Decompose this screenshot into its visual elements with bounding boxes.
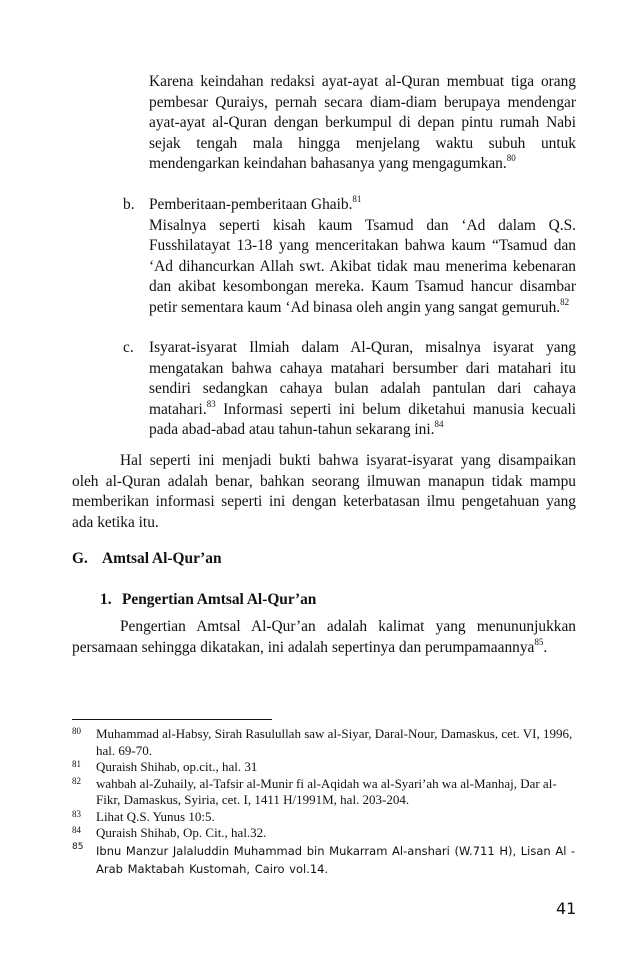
- list-item-c-text: Isyarat-isyarat Ilmiah dalam Al-Quran, misalnya isyarat yang mengatakan bahwa cahaya matahari bersumber dari matahari itu sendiri sedangkan cahaya bulan adalah pantulan dari cahaya matahari.$^{83}$ Informasi seperti ini belum diketahui manusia kecuali pada abad-abad atau tahun-tahun sekarang ini.$^{84}$: [149, 339, 576, 438]
- definition-paragraph: Pengertian Amtsal Al-Qur’an adalah kalimat yang menununjukkan persamaan sehingga dikatakan, ini adalah sepertinya dan perumpamaannya$^{85}$.: [72, 618, 576, 656]
- list-marker-b: b.: [123, 196, 135, 213]
- page-number: 41: [556, 899, 577, 918]
- list-item-c: [123, 338, 576, 441]
- footnote-text: Ibnu Manzur Jalaluddin Muhammad bin Mukarram Al-anshari (W.711 H), Lisan Al - Arab Maktabah Kustomah, Cairo vol.14.: [96, 843, 576, 876]
- section-letter: G.: [72, 550, 88, 567]
- footnote-text: Lihat Q.S. Yunus 10:5.: [96, 808, 215, 824]
- conclusion-paragraph: Hal seperti ini menjadi bukti bahwa isyarat-isyarat yang disampaikan oleh al-Quran adalah benar, bahkan seorang ilmuwan manapun tidak mampu memberikan informasi seperti ini dengan keterbatasan ilmu pengetahuan yang ada ketika itu.: [72, 452, 576, 531]
- list-marker-c: c.: [123, 339, 134, 356]
- list-item-b-text: Misalnya seperti kisah kaum Tsamud dan ‘Ad dalam Q.S. Fusshilatayat 13-18 yang menceritakan bahwa kaum “Tsamud dan ‘Ad dihancurkan Allah swt. Akibat tidak mau menerima kebenaran dan akibat kesombongan mereka. Kaum Tsamud hancur disambar petir sementara kaum ‘Ad binasa oleh angin yang sangat gemuruh.$^{82}$: [149, 216, 576, 316]
- footnote-82: [72, 776, 576, 809]
- footnote-divider: [72, 719, 272, 720]
- footnote-number: 84: [72, 825, 81, 835]
- footnote-ref-83[interactable]: 83: [206, 398, 216, 409]
- footnote-83: [72, 809, 576, 826]
- footnote-ref-80[interactable]: 80: [506, 153, 516, 163]
- footnote-text: Quraish Shihab, op.cit., hal. 31: [96, 759, 258, 774]
- subsection-heading: [100, 590, 576, 611]
- list-item-b-title: Pemberitaan-pemberitaan Ghaib.$^{81}$: [149, 194, 362, 213]
- footnote-text: Quraish Shihab, Op. Cit., hal.32.: [96, 825, 267, 840]
- footnote-number: 85: [72, 841, 84, 852]
- footnote-85: [72, 842, 576, 878]
- footnote-number: 82: [72, 775, 81, 786]
- footnote-ref-84[interactable]: 84: [434, 419, 444, 429]
- footnote-text: Muhammad al-Habsy, Sirah Rasulullah saw al-Siyar, Daral-Nour, Damaskus, cet. VI, 1996, hal. 69-70.: [96, 726, 573, 758]
- footnote-ref-82[interactable]: 82: [560, 296, 570, 307]
- footnote-ref-85[interactable]: 85: [534, 636, 544, 647]
- footnotes-section: [72, 726, 576, 878]
- footnote-number: 80: [72, 726, 81, 736]
- intro-paragraph-text: Karena keindahan redaksi ayat-ayat al-Quran membuat tiga orang pembesar Quraiys, pernah secara diam-diam berupaya mendengar ayat-ayat al-Quran dengan berkumpul di depan pintu rumah Nabi sejak tengah mala hingga menjelang waktu subuh untuk mendengarkan keindahan bahasanya yang mengagumkan.: [149, 73, 576, 172]
- footnote-number: 81: [72, 759, 81, 769]
- footnote-text: wahbah al-Zuhaily, al-Tafsir al-Munir fi al-Aqidah wa al-Syari’ah wa al-Manhaj, Dar al-Fikr, Damaskus, Syiria, cet. I, 1411 H/1991M, hal. 203-204.: [96, 775, 557, 807]
- section-title: Amtsal Al-Qur’an: [102, 550, 222, 567]
- footnote-81: [72, 759, 576, 776]
- subsection-title: Pengertian Amtsal Al-Qur’an: [122, 591, 317, 608]
- footnote-84: [72, 825, 576, 842]
- subsection-number: 1.: [100, 591, 112, 608]
- footnote-ref-81[interactable]: 81: [352, 194, 362, 204]
- footnote-80: [72, 726, 576, 759]
- list-item-b: [123, 195, 576, 318]
- intro-paragraph: [149, 72, 576, 175]
- footnote-number: 83: [72, 808, 81, 819]
- section-heading: [72, 549, 576, 570]
